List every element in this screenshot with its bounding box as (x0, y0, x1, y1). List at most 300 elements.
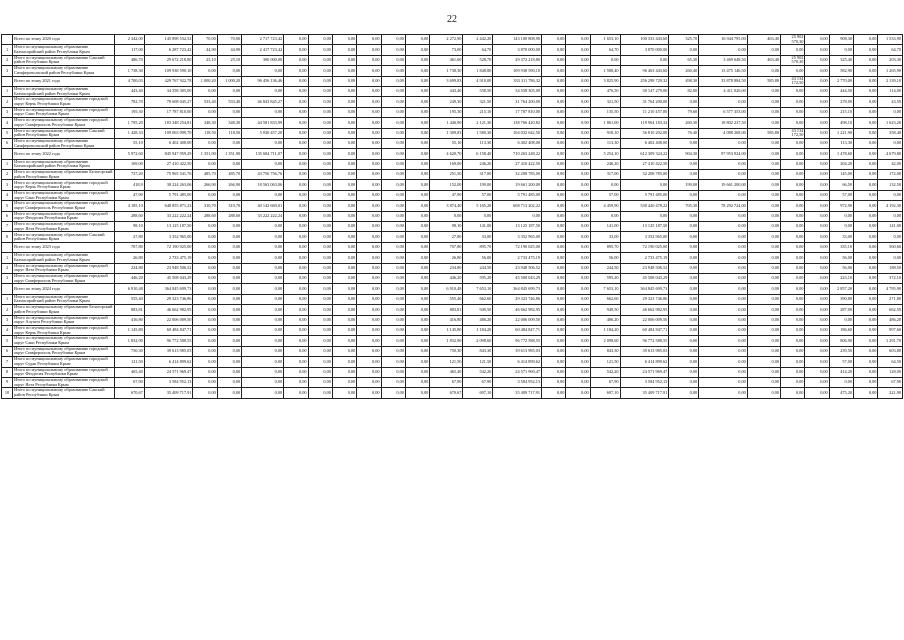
value-cell: 0,00 (699, 232, 748, 242)
value-cell: 0,00 (217, 159, 241, 169)
row-name-cell: Итого по муниципальному образованию Симферопольский район Республики Крым (13, 138, 115, 148)
value-cell: 325,40 (829, 55, 853, 65)
row-number-cell: 5 (2, 336, 13, 346)
value-cell: 0,00 (357, 273, 381, 283)
value-cell: 0,00 (381, 325, 405, 335)
value-cell: 0,00 (284, 294, 308, 304)
value-cell: 3 584 952,13 (144, 377, 193, 387)
value-cell: 67,90 (430, 377, 463, 387)
table-row (2, 336, 903, 346)
value-cell: 0,00 (669, 305, 699, 315)
value-cell: 118,50 (217, 128, 241, 138)
value-cell: 17 787 810,00 (144, 107, 193, 117)
value-cell: 4 192,30 (878, 201, 903, 211)
value-cell: 348,30 (217, 118, 241, 128)
value-cell: 0,00 (669, 263, 699, 273)
value-cell: 0,00 (405, 76, 429, 86)
value-cell: 0,00 (284, 305, 308, 315)
value-cell: 485,70 (193, 170, 217, 180)
value-cell: 0,00 (747, 305, 780, 315)
value-cell: 0,00 (308, 325, 332, 335)
value-cell: 239,50 (829, 346, 853, 356)
value-cell: 843,30 (590, 346, 620, 356)
value-cell: 0,00 (805, 377, 829, 387)
value-cell: 0,00 (381, 201, 405, 211)
value-cell: 0,00 (284, 263, 308, 273)
value-cell: 0,00 (284, 284, 308, 294)
value-cell: 0,00 (357, 325, 381, 335)
value-cell: 0,00 (308, 45, 332, 55)
value-cell: 60 484 847,71 (144, 325, 193, 335)
value-cell: 0,00 (781, 211, 805, 221)
value-cell: 0,00 (747, 159, 780, 169)
value-cell: 4 185,10 (114, 201, 144, 211)
value-cell: 0,00 (332, 377, 356, 387)
value-cell: 0,00 (332, 170, 356, 180)
value-cell: 18 563 063,06 (242, 180, 284, 190)
value-cell: 0,00 (566, 357, 590, 367)
value-cell: 895,70 (463, 242, 493, 252)
value-cell: 0,00 (781, 388, 805, 398)
value-cell: 57,00 (829, 357, 853, 367)
value-cell: 117,00 (114, 45, 144, 55)
value-cell: 0,00 (193, 159, 217, 169)
value-cell: 33 878 884,50 (699, 76, 748, 86)
value-cell: 0,00 (284, 149, 308, 159)
value-cell: 121,50 (114, 357, 144, 367)
value-cell: 215,10 (829, 107, 853, 117)
value-cell: 0,00 (193, 367, 217, 377)
value-cell: 0,00 (781, 325, 805, 335)
table-row (2, 315, 903, 325)
value-cell: 0,00 (699, 97, 748, 107)
value-cell: 0,00 (242, 315, 284, 325)
value-cell: 0,00 (332, 118, 356, 128)
value-cell: 0,00 (381, 128, 405, 138)
value-cell: 670,67 (114, 388, 144, 398)
value-cell: 27,80 (430, 232, 463, 242)
value-cell: 0,00 (566, 325, 590, 335)
value-cell: 0,00 (308, 273, 332, 283)
value-cell: 24 571 969,47 (493, 367, 542, 377)
value-cell: 0,00 (566, 201, 590, 211)
value-cell: 18 802 237,50 (699, 118, 748, 128)
value-cell: 0,00 (699, 377, 748, 387)
row-name-cell: Всего по этапу 2020 года (13, 35, 115, 45)
value-cell: 0,00 (193, 346, 217, 356)
value-cell: 595,20 (590, 273, 620, 283)
row-number-cell (2, 284, 13, 294)
value-cell: 0,00 (878, 232, 903, 242)
value-cell: 1 221,90 (829, 128, 853, 138)
value-cell: 0,00 (781, 284, 805, 294)
value-cell: 533,40 (193, 97, 217, 107)
value-cell: 0,00 (781, 159, 805, 169)
value-cell: 0,00 (381, 86, 405, 96)
value-cell: 0,00 (217, 388, 241, 398)
value-cell: 113,30 (463, 138, 493, 148)
value-cell: 0,00 (357, 305, 381, 315)
value-cell: 0,00 (805, 118, 829, 128)
value-cell: 0,00 (854, 45, 878, 55)
value-cell: 56,00 (590, 253, 620, 263)
value-cell: 0,00 (381, 45, 405, 55)
row-name-cell: Итого по муниципальному образованию Бахчисарайский район Республики Крым (13, 86, 115, 96)
value-cell: 0,00 (781, 86, 805, 96)
value-cell: 0,00 (217, 190, 241, 200)
value-cell: 0,00 (308, 263, 332, 273)
value-cell: 0,00 (699, 325, 748, 335)
value-cell: 321,50 (590, 97, 620, 107)
value-cell: 0,00 (405, 263, 429, 273)
value-cell: 0,00 (332, 305, 356, 315)
value-cell: 0,00 (747, 222, 780, 232)
value-cell: 0,00 (781, 336, 805, 346)
table-row (2, 357, 903, 367)
value-cell: 25 902 570,30 (781, 35, 805, 45)
value-cell: 997,60 (878, 325, 903, 335)
value-cell: 0,00 (217, 346, 241, 356)
value-cell: 0,00 (193, 232, 217, 242)
value-cell: 30 147 279,00 (620, 86, 669, 96)
value-cell: 0,00 (542, 388, 566, 398)
value-cell: 7 653,10 (463, 284, 493, 294)
row-number-cell: 10 (2, 388, 13, 398)
value-cell: 0,00 (699, 357, 748, 367)
value-cell: 13 125 187,50 (493, 222, 542, 232)
value-cell: 0,00 (381, 76, 405, 86)
value-cell: 38 224 263,06 (144, 180, 193, 190)
value-cell: 710 263 248,22 (493, 149, 542, 159)
value-cell: 0,00 (284, 273, 308, 283)
value-cell: 0,00 (805, 273, 829, 283)
value-cell: 2 098,60 (463, 336, 493, 346)
value-cell: 0,00 (747, 107, 780, 117)
value-cell: 0,00 (242, 305, 284, 315)
value-cell: 0,00 (566, 55, 590, 65)
value-cell: 2 342,00 (114, 35, 144, 45)
value-cell: 3 870 000,00 (620, 45, 669, 55)
table-row (2, 138, 903, 148)
row-name-cell: Итого по муниципальному образованию городской округ Судак Республики Крым (13, 357, 115, 367)
value-cell: 0,00 (566, 97, 590, 107)
value-cell: 0,00 (357, 118, 381, 128)
stage-total-row (2, 76, 903, 86)
value-cell: 57,00 (829, 190, 853, 200)
value-cell: 0,00 (217, 107, 241, 117)
row-number-cell: 3 (2, 273, 13, 283)
value-cell: 72 190 025,00 (620, 242, 669, 252)
row-name-cell: Итого по муниципальному образованию городской округ Ялта Республики Крым (13, 263, 115, 273)
value-cell: 23 948 506,52 (493, 263, 542, 273)
value-cell: 418,9 (114, 180, 144, 190)
value-cell: 0,00 (747, 346, 780, 356)
value-cell: 0,00 (332, 180, 356, 190)
value-cell: 0,00 (381, 211, 405, 221)
value-cell: 0,00 (669, 242, 699, 252)
value-cell: 260,30 (669, 118, 699, 128)
value-cell: 0,00 (542, 55, 566, 65)
row-number-cell: 5 (2, 128, 13, 138)
row-name-cell: Всего по этапу 2021 года (13, 76, 115, 86)
value-cell: 1 653,10 (590, 35, 620, 45)
value-cell: 0,00 (542, 35, 566, 45)
value-cell: 0,00 (308, 170, 332, 180)
value-cell: 114,00 (878, 86, 903, 96)
value-cell: 0,00 (781, 263, 805, 273)
value-cell: 0,00 (590, 55, 620, 65)
value-cell: 0,00 (193, 253, 217, 263)
row-number-cell: 6 (2, 138, 13, 148)
value-cell: 0,00 (405, 149, 429, 159)
value-cell: 0,00 (193, 190, 217, 200)
row-number-cell: 3 (2, 315, 13, 325)
value-cell: 0,00 (242, 336, 284, 346)
value-cell: 0,00 (381, 180, 405, 190)
value-cell: 0,00 (566, 190, 590, 200)
value-cell: 70,00 (193, 35, 217, 45)
value-cell: 0,00 (747, 180, 780, 190)
value-cell: 33 222 222,24 (144, 211, 193, 221)
row-number-cell: 1 (2, 253, 13, 263)
value-cell: 0,00 (242, 377, 284, 387)
value-cell: 0,00 (242, 357, 284, 367)
value-cell: 0,00 (308, 357, 332, 367)
value-cell: 0,00 (854, 138, 878, 148)
row-name-cell: Итого по муниципальному образованию Сакский район Республики Крым (13, 232, 115, 242)
value-cell: 0,00 (405, 388, 429, 398)
value-cell: 0,00 (332, 346, 356, 356)
value-cell: 0,00 (381, 305, 405, 315)
value-cell: 132,50 (878, 180, 903, 190)
value-cell: 0,00 (805, 325, 829, 335)
value-cell: 0,00 (669, 97, 699, 107)
value-cell: 29 323 746,86 (620, 294, 669, 304)
table-row (2, 118, 903, 128)
value-cell: 0,00 (854, 55, 878, 65)
value-cell: 585,80 (747, 128, 780, 138)
row-number-cell (2, 35, 13, 45)
value-cell: 414,20 (829, 367, 853, 377)
value-cell: 141,00 (463, 222, 493, 232)
value-cell: 0,00 (242, 388, 284, 398)
value-cell: 1 478,60 (829, 149, 853, 159)
value-cell: 0,00 (308, 388, 332, 398)
value-cell: 0,00 (357, 107, 381, 117)
value-cell: 446,20 (430, 273, 463, 283)
value-cell: 0,00 (566, 315, 590, 325)
value-cell: 0,00 (284, 357, 308, 367)
value-cell: 465,40 (430, 367, 463, 377)
value-cell: 333 311 786,32 (493, 76, 542, 86)
value-cell: 0,00 (854, 325, 878, 335)
value-cell: 364 845 699,73 (620, 284, 669, 294)
value-cell: 0,00 (357, 201, 381, 211)
value-cell: 0,00 (284, 76, 308, 86)
value-cell: 0,00 (405, 138, 429, 148)
value-cell: 0,00 (332, 55, 356, 65)
value-cell: 0,00 (669, 159, 699, 169)
value-cell: 0,00 (542, 273, 566, 283)
value-cell: 444,50 (829, 86, 853, 96)
value-cell: 0,00 (854, 211, 878, 221)
value-cell: 64,70 (463, 45, 493, 55)
value-cell: 0,00 (781, 222, 805, 232)
value-cell: 0,00 (805, 232, 829, 242)
value-cell: 555,40 (114, 294, 144, 304)
value-cell: 0,00 (566, 367, 590, 377)
table-row (2, 263, 903, 273)
value-cell: 0,00 (805, 336, 829, 346)
value-cell: 1 351,90 (193, 149, 217, 159)
value-cell: 0,00 (805, 97, 829, 107)
value-cell: 64,70 (878, 45, 903, 55)
value-cell: 0,00 (332, 201, 356, 211)
value-cell: 287,00 (829, 305, 853, 315)
value-cell: 0,00 (217, 357, 241, 367)
value-cell: 47,90 (430, 190, 463, 200)
value-cell: 558,50 (463, 86, 493, 96)
row-name-cell: Итого по муниципальному образованию Бахчисарайский район Республики Крым (13, 159, 115, 169)
value-cell: 109 063 099,70 (144, 128, 193, 138)
value-cell: 0,00 (854, 76, 878, 86)
value-cell: 0,00 (542, 138, 566, 148)
value-cell: 98,10 (114, 222, 144, 232)
value-cell: 0,00 (566, 346, 590, 356)
value-cell: 0,00 (669, 190, 699, 200)
row-number-cell: 8 (2, 367, 13, 377)
value-cell: 0,00 (542, 263, 566, 273)
row-number-cell: 4 (2, 118, 13, 128)
value-cell: 0,00 (381, 294, 405, 304)
value-cell: 0,00 (699, 190, 748, 200)
value-cell: 0,00 (332, 388, 356, 398)
value-cell: 5 165,20 (463, 201, 493, 211)
value-cell: 0,00 (357, 180, 381, 190)
value-cell: 0,00 (805, 263, 829, 273)
value-cell: 0,00 (332, 45, 356, 55)
value-cell: 3 584 952,13 (620, 377, 669, 387)
row-number-cell: 3 (2, 107, 13, 117)
value-cell: 0,00 (217, 222, 241, 232)
value-cell: 0,00 (381, 159, 405, 169)
value-cell: 6 402 408,00 (620, 138, 669, 148)
value-cell: 44,90 (217, 45, 241, 55)
table-row (2, 273, 903, 283)
value-cell: 2 098,60 (590, 336, 620, 346)
value-cell: 1 428,33 (114, 128, 144, 138)
table-row (2, 55, 903, 65)
value-cell: 0,00 (747, 211, 780, 221)
value-cell: 0,00 (405, 107, 429, 117)
value-cell: 119 964 183,32 (620, 118, 669, 128)
value-cell: 288,60 (114, 211, 144, 221)
value-cell: 0,00 (669, 367, 699, 377)
value-cell: 0,00 (332, 149, 356, 159)
value-cell: 33,00 (463, 232, 493, 242)
value-cell: 0,00 (542, 242, 566, 252)
row-name-cell: Итого по муниципальному образованию городской округ Симферополь Республики Крым (13, 201, 115, 211)
value-cell: 0,00 (854, 336, 878, 346)
value-cell: 0,00 (747, 357, 780, 367)
value-cell: 0,00 (542, 76, 566, 86)
value-cell: 0,00 (854, 232, 878, 242)
value-cell: 104 032 642,50 (493, 128, 542, 138)
value-cell: 141,00 (590, 222, 620, 232)
value-cell: 0,00 (542, 253, 566, 263)
value-cell: 0,00 (805, 180, 829, 190)
value-cell: 0,00 (193, 294, 217, 304)
row-name-cell: Итого по муниципальному образованию городской округ Феодосия Республики Крым (13, 367, 115, 377)
value-cell: 4 088 268,00 (699, 128, 748, 138)
value-cell: 0,00 (878, 190, 903, 200)
value-cell: 0,00 (308, 367, 332, 377)
value-cell: 555,40 (430, 294, 463, 304)
value-cell: 0,00 (590, 180, 620, 190)
value-cell: 0,00 (284, 190, 308, 200)
table-row (2, 211, 903, 221)
value-cell: 0,00 (193, 284, 217, 294)
value-cell: 0,00 (284, 222, 308, 232)
value-cell: 169,00 (114, 159, 144, 169)
value-cell: 0,00 (308, 149, 332, 159)
value-cell: 0,00 (747, 273, 780, 283)
value-cell: 3 469 648,50 (699, 55, 748, 65)
table-row (2, 97, 903, 107)
value-cell: 172,00 (878, 170, 903, 180)
value-cell: 145,00 (829, 170, 853, 180)
value-cell: 0,00 (308, 294, 332, 304)
value-cell: 0,00 (781, 138, 805, 148)
value-cell: 0,00 (542, 315, 566, 325)
value-cell: 0,00 (308, 107, 332, 117)
value-cell: 0,00 (405, 315, 429, 325)
value-cell: 486,20 (878, 315, 903, 325)
value-cell: 0,00 (747, 263, 780, 273)
value-cell: 55,10 (114, 138, 144, 148)
value-cell: 0,00 (542, 232, 566, 242)
value-cell: 2 770,00 (829, 76, 853, 86)
value-cell: 0,00 (405, 232, 429, 242)
value-cell: 0,00 (805, 55, 829, 65)
value-cell: 0,00 (193, 263, 217, 273)
value-cell: 0,00 (242, 253, 284, 263)
value-cell: 0,00 (332, 66, 356, 76)
value-cell: 67,90 (590, 377, 620, 387)
value-cell: 0,00 (357, 128, 381, 138)
value-cell: 0,00 (332, 284, 356, 294)
value-cell: 0,00 (542, 367, 566, 377)
value-cell: 0,00 (747, 377, 780, 387)
value-cell: 96 463 443,60 (620, 66, 669, 76)
value-cell: 0,00 (308, 118, 332, 128)
value-cell: 321,50 (463, 97, 493, 107)
value-cell: 1 832,90 (430, 336, 463, 346)
value-cell: 0,00 (332, 367, 356, 377)
value-cell: 918,10 (590, 128, 620, 138)
value-cell: 0,00 (242, 138, 284, 148)
value-cell: 0,00 (669, 211, 699, 221)
value-cell: 0,00 (217, 305, 241, 315)
value-cell: 44 581 833,99 (242, 118, 284, 128)
value-cell: 0,00 (242, 325, 284, 335)
value-cell: 0,00 (308, 180, 332, 190)
value-cell: 0,00 (193, 325, 217, 335)
value-cell: 0,00 (669, 357, 699, 367)
value-cell: 0,00 (308, 232, 332, 242)
value-cell: 662,50 (878, 305, 903, 315)
row-number-cell (2, 242, 13, 252)
